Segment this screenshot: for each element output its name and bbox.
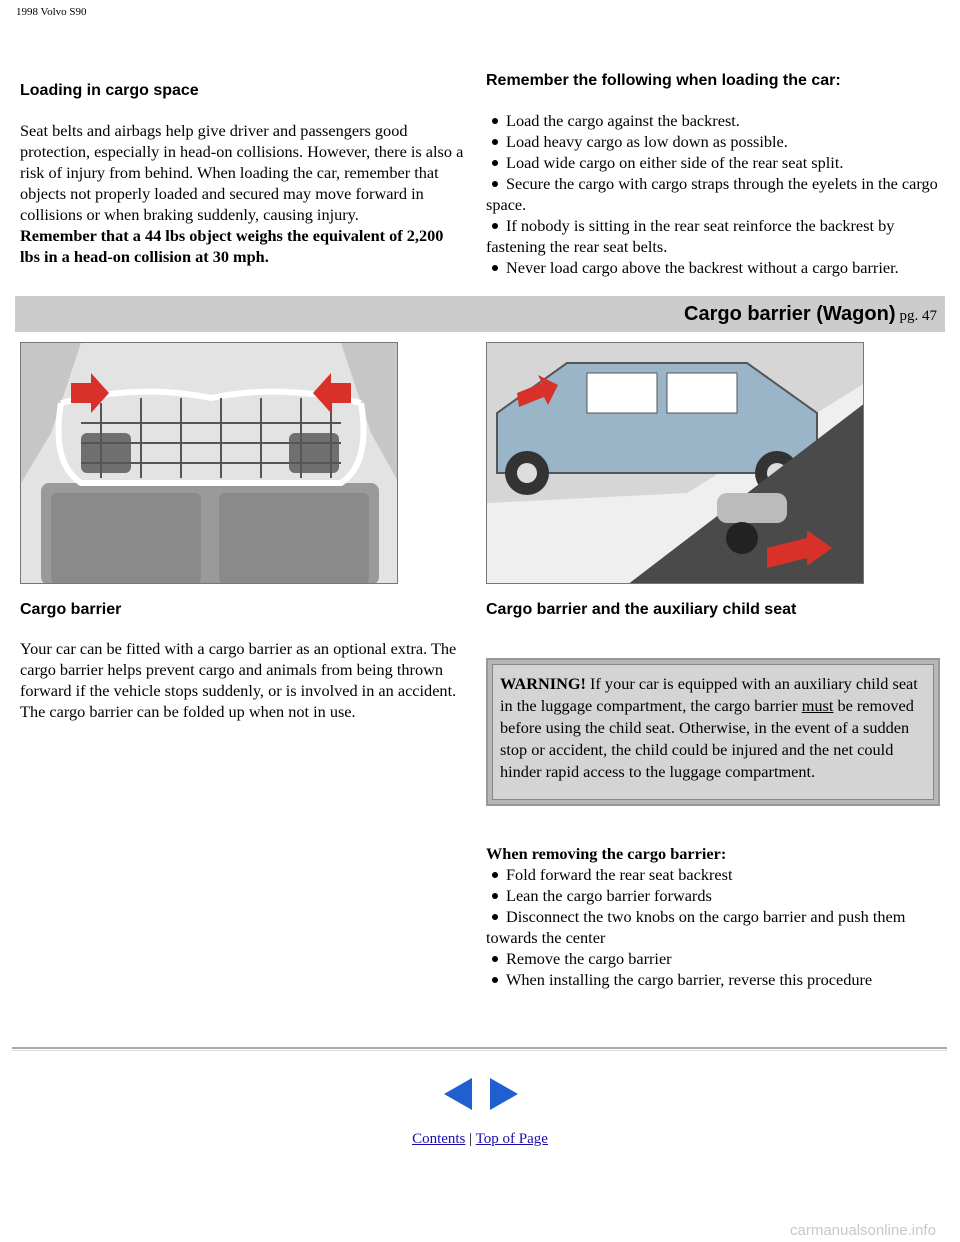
child-seat-figure — [486, 342, 864, 584]
removing-list — [486, 864, 941, 990]
bullet-icon — [492, 265, 498, 271]
cargo-barrier-illustration — [21, 343, 398, 584]
removing-heading: When removing the cargo barrier: — [486, 844, 727, 863]
cargo-barrier-paragraph: Your car can be fitted with a cargo barrier as an optional extra. The cargo barrier helps prevent cargo and animals from being thrown forward if the vehicle stops suddenly, or is involved in an accident. The cargo barrier can be folded up when not in use. — [20, 639, 457, 721]
warning-must: must — [801, 696, 834, 715]
loading-section — [20, 82, 465, 267]
bullet-icon — [492, 160, 498, 166]
remember-section — [486, 72, 941, 278]
list-item: When installing the cargo barrier, reverse this procedure — [486, 969, 941, 990]
section-bar — [15, 296, 945, 332]
top-of-page-link[interactable]: Top of Page — [475, 1131, 548, 1147]
bullet-icon — [492, 181, 498, 187]
bullet-icon — [492, 118, 498, 124]
list-item: Load wide cargo on either side of the rear seat split. — [486, 152, 941, 173]
bullet-icon — [492, 914, 498, 920]
footer-divider — [12, 1047, 947, 1051]
bullet-icon — [492, 223, 498, 229]
loading-bold-note: Remember that a 44 lbs object weighs the equivalent of 2,200 lbs in a head-on collision at 30 mph. — [20, 226, 444, 266]
warning-text-1: If your car is equipped with an auxiliary child seat in the luggage compartment, the cargo barrier — [500, 674, 918, 715]
warning-content — [492, 664, 934, 800]
list-item: Fold forward the rear seat backrest — [486, 864, 941, 885]
car-wagon-illustration — [487, 343, 864, 584]
cargo-barrier-figure — [20, 342, 398, 584]
contents-link[interactable]: Contents — [412, 1131, 466, 1147]
nav-separator: | — [469, 1131, 473, 1147]
list-item: Load heavy cargo as low down as possible. — [486, 131, 941, 152]
warning-label: WARNING! — [500, 674, 586, 693]
warning-text-2: be removed before using the child seat. Otherwise, in the event of a sudden stop or accident, the child could be injured and the net could hinder rapid access to the luggage compartment. — [500, 696, 914, 781]
remember-list — [486, 110, 941, 278]
list-item: If nobody is sitting in the rear seat reinforce the backrest by fastening the rear seat belts. — [486, 216, 895, 256]
list-item: Never load cargo above the backrest without a cargo barrier. — [486, 257, 941, 278]
bullet-icon — [492, 872, 498, 878]
list-item: Load the cargo against the backrest. — [486, 110, 941, 131]
footer-nav-links — [0, 1131, 960, 1148]
next-page-arrow-icon[interactable] — [490, 1078, 518, 1110]
page-nav-arrows — [444, 1078, 518, 1110]
loading-paragraph: Seat belts and airbags help give driver and passengers good protection, especially in head-on collisions. However, there is also a risk of injury from behind. When loading the car, remember that objects not properly loaded and secured may move forward in collisions or when braking suddenly, causing injury. — [20, 121, 464, 224]
section-title: Cargo barrier (Wagon) — [684, 303, 896, 325]
bullet-icon — [492, 139, 498, 145]
bullet-icon — [492, 977, 498, 983]
loading-heading: Loading in cargo space — [20, 82, 199, 99]
watermark: carmanualsonline.info — [790, 1222, 936, 1239]
prev-page-arrow-icon[interactable] — [444, 1078, 472, 1110]
warning-box — [486, 658, 940, 806]
bullet-icon — [492, 956, 498, 962]
list-item: Lean the cargo barrier forwards — [486, 885, 941, 906]
child-seat-caption: Cargo barrier and the auxiliary child seat — [486, 601, 797, 618]
section-page-ref: pg. 47 — [899, 308, 937, 324]
list-item: Disconnect the two knobs on the cargo barrier and push them towards the center — [486, 907, 906, 947]
removing-section — [486, 843, 941, 990]
remember-heading: Remember the following when loading the car: — [486, 72, 841, 89]
bullet-icon — [492, 893, 498, 899]
cargo-barrier-section — [20, 601, 465, 722]
document-header: 1998 Volvo S90 — [16, 6, 87, 18]
list-item: Secure the cargo with cargo straps through the eyelets in the cargo space. — [486, 174, 938, 214]
list-item: Remove the cargo barrier — [486, 948, 941, 969]
cargo-barrier-caption: Cargo barrier — [20, 601, 122, 618]
